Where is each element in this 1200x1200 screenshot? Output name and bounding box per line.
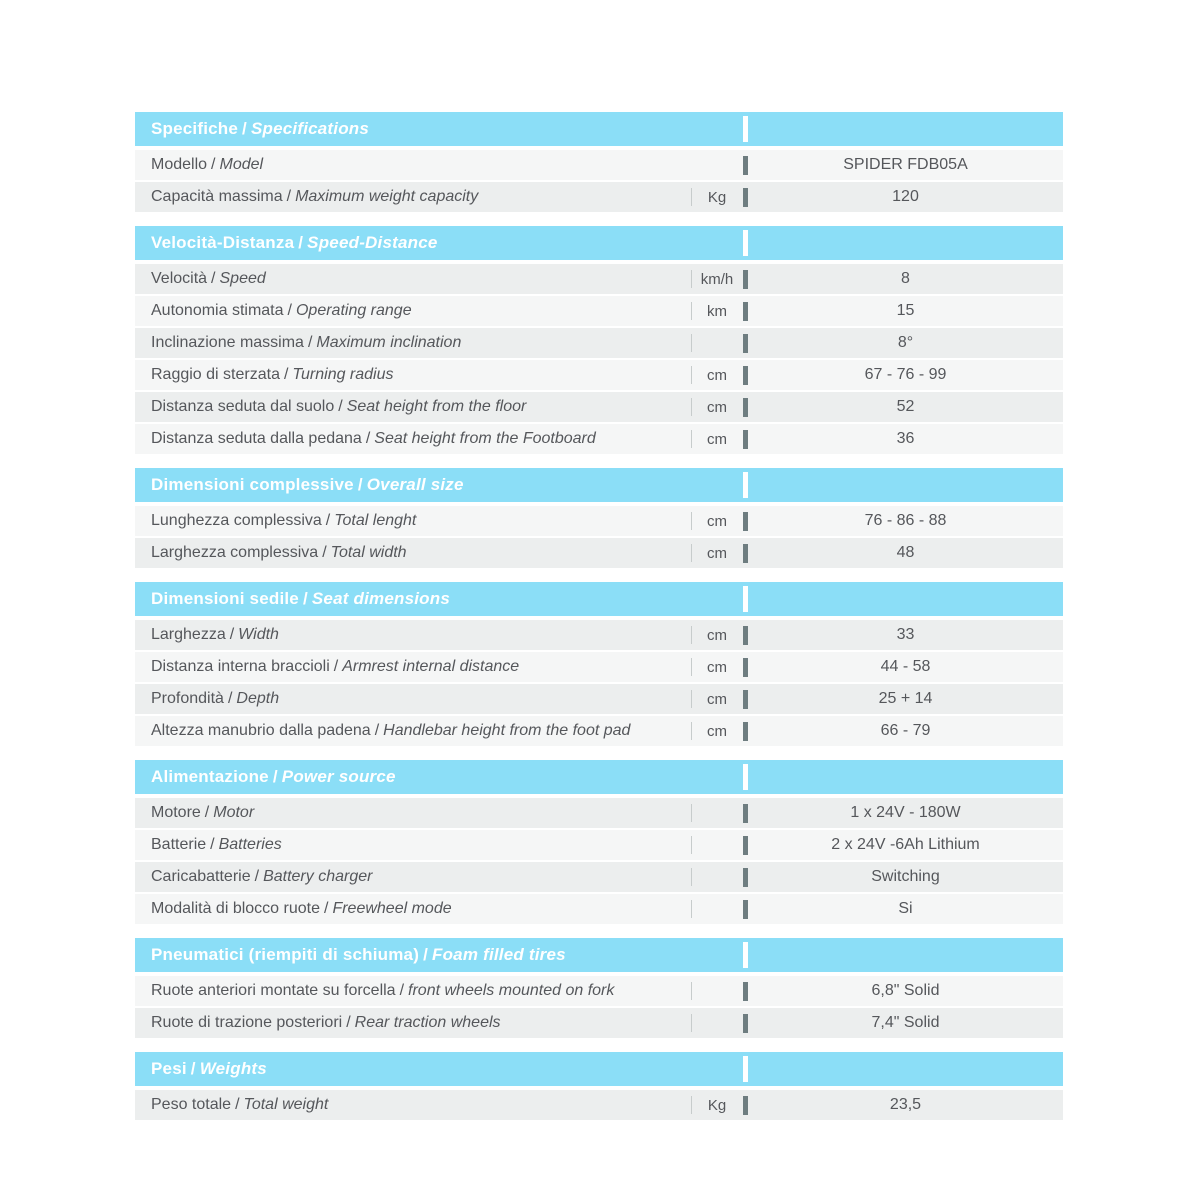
section-title [135, 233, 742, 253]
section-title-italian: Velocità-Distanza [151, 233, 295, 252]
unit-separator-line [691, 900, 692, 918]
row-label-english: Seat height from the Footboard [374, 430, 596, 447]
row-label-english: Total weight [243, 1096, 329, 1113]
table-row [135, 1008, 1063, 1038]
white-divider-bar [743, 586, 748, 612]
title-separator: / [190, 1059, 196, 1078]
row-unit: km [707, 302, 727, 320]
white-divider-bar [743, 116, 748, 142]
table-row [135, 684, 1063, 714]
row-unit: cm [707, 626, 727, 644]
row-value: 48 [896, 544, 915, 561]
row-value: 52 [896, 398, 915, 415]
row-value: 8° [897, 334, 914, 351]
label-separator: / [283, 366, 289, 383]
label-separator: / [211, 156, 216, 173]
section-title-english: Power source [281, 767, 396, 786]
row-value: Si [898, 900, 913, 917]
row-value: 1 x 24V - 180W [850, 804, 961, 821]
title-separator: / [302, 589, 308, 608]
row-unit: cm [707, 658, 727, 676]
spec-section [135, 760, 1063, 924]
row-label [135, 690, 691, 708]
section-title-english: Foam filled tires [432, 945, 566, 964]
white-divider-bar [743, 230, 748, 256]
row-unit: Kg [707, 188, 727, 206]
row-label-italian: Altezza manubrio dalla padena [151, 722, 371, 739]
section-title-english: Specifications [250, 119, 370, 138]
row-label-italian: Lunghezza complessiva [151, 512, 322, 529]
row-label-english: Motor [213, 804, 255, 821]
row-label-italian: Caricabatterie [151, 868, 251, 885]
dark-divider-bar [743, 512, 748, 531]
label-separator: / [227, 690, 233, 707]
row-label [135, 430, 691, 448]
header-bar-cell [742, 112, 748, 146]
row-label [135, 302, 691, 320]
unit-separator-line [691, 836, 692, 854]
header-bar-cell [742, 760, 748, 794]
dark-divider-bar [743, 188, 748, 207]
dark-divider-bar [743, 868, 748, 887]
row-label [135, 188, 691, 206]
row-label-italian: Larghezza [151, 626, 226, 643]
table-row [135, 798, 1063, 828]
table-row [135, 652, 1063, 682]
row-value: 25 + 14 [878, 690, 933, 707]
label-separator: / [333, 658, 339, 675]
row-label-english: Depth [236, 690, 280, 707]
section-header [135, 1052, 1063, 1086]
row-label [135, 512, 691, 530]
row-unit: cm [707, 398, 727, 416]
unit-separator-line [691, 804, 692, 822]
row-label-english: Rear traction wheels [354, 1014, 501, 1031]
white-divider-bar [743, 942, 748, 968]
label-separator: / [399, 982, 405, 999]
dark-divider-bar [743, 690, 748, 709]
section-title [135, 1059, 742, 1079]
dark-divider-bar [743, 900, 748, 919]
row-value: Switching [871, 868, 940, 885]
row-label-english: Battery charger [263, 868, 373, 885]
row-label [135, 658, 691, 676]
table-row [135, 296, 1063, 326]
row-label [135, 544, 691, 562]
row-label-italian: Modello [151, 156, 208, 173]
row-label [135, 982, 691, 1000]
row-label [135, 1096, 691, 1114]
table-row [135, 182, 1063, 212]
section-title [135, 589, 742, 609]
row-value: 67 - 76 - 99 [864, 366, 947, 383]
row-label-english: Batteries [218, 836, 282, 853]
row-label-english: Handlebar height from the foot pad [383, 722, 631, 739]
table-row [135, 538, 1063, 568]
white-divider-bar [743, 1056, 748, 1082]
section-header [135, 760, 1063, 794]
row-label-italian: Autonomia stimata [151, 302, 284, 319]
title-separator: / [357, 475, 363, 494]
label-separator: / [254, 868, 260, 885]
dark-divider-bar [743, 626, 748, 645]
label-separator: / [287, 302, 292, 319]
row-label [135, 366, 691, 384]
spec-section [135, 112, 1063, 212]
row-unit: cm [707, 722, 727, 740]
row-label-english: Speed [219, 270, 266, 287]
label-separator: / [210, 836, 215, 853]
row-unit: km/h [700, 270, 734, 288]
header-bar-cell [742, 938, 748, 972]
white-divider-bar [743, 472, 748, 498]
unit-separator-line [691, 334, 692, 352]
dark-divider-bar [743, 1014, 748, 1033]
dark-divider-bar [743, 398, 748, 417]
unit-separator-line [691, 868, 692, 886]
row-label-english: Freewheel mode [332, 900, 452, 917]
row-label [135, 1014, 691, 1032]
section-header [135, 582, 1063, 616]
row-value: 44 - 58 [880, 658, 931, 675]
row-label-italian: Capacità massima [151, 188, 283, 205]
row-label-italian: Raggio di sterzata [151, 366, 280, 383]
table-row [135, 392, 1063, 422]
spec-table [135, 112, 1063, 1120]
row-label-italian: Velocità [151, 270, 208, 287]
spec-section [135, 468, 1063, 568]
section-title [135, 119, 742, 139]
row-unit: Kg [707, 1096, 727, 1114]
row-value: 23,5 [889, 1096, 922, 1113]
section-title-english: Seat dimensions [311, 589, 450, 608]
section-header [135, 468, 1063, 502]
table-row [135, 264, 1063, 294]
row-label-italian: Ruote anteriori montate su forcella [151, 982, 396, 999]
row-value: 6,8" Solid [871, 982, 940, 999]
row-label [135, 270, 691, 288]
dark-divider-bar [743, 982, 748, 1001]
row-label [135, 722, 691, 740]
dark-divider-bar [743, 722, 748, 741]
row-label-english: Turning radius [292, 366, 394, 383]
section-title [135, 767, 742, 787]
label-separator: / [325, 512, 331, 529]
table-row [135, 976, 1063, 1006]
table-row [135, 360, 1063, 390]
white-divider-bar [743, 764, 748, 790]
row-label [135, 334, 691, 352]
label-separator: / [235, 1096, 240, 1113]
title-separator: / [272, 767, 278, 786]
dark-divider-bar [743, 302, 748, 321]
section-title-english: Speed-Distance [307, 233, 438, 252]
row-label-english: Maximum weight capacity [295, 188, 479, 205]
title-separator: / [423, 945, 429, 964]
table-row [135, 424, 1063, 454]
table-row [135, 830, 1063, 860]
row-unit: cm [707, 430, 727, 448]
row-unit: cm [707, 544, 727, 562]
table-row [135, 620, 1063, 650]
header-bar-cell [742, 1052, 748, 1086]
section-title-italian: Alimentazione [151, 767, 269, 786]
row-label [135, 626, 691, 644]
section-header [135, 938, 1063, 972]
section-title-italian: Specifiche [151, 119, 239, 138]
row-label-english: Seat height from the floor [346, 398, 527, 415]
table-row [135, 328, 1063, 358]
spec-section [135, 582, 1063, 746]
dark-divider-bar [743, 270, 748, 289]
label-separator: / [211, 270, 216, 287]
label-separator: / [204, 804, 210, 821]
label-separator: / [229, 626, 235, 643]
row-label-italian: Peso totale [151, 1096, 232, 1113]
header-bar-cell [742, 226, 748, 260]
spec-section [135, 938, 1063, 1038]
label-separator: / [323, 900, 329, 917]
row-label-english: Operating range [295, 302, 412, 319]
table-row [135, 506, 1063, 536]
section-title-english: Overall size [366, 475, 464, 494]
section-title-italian: Pesi [151, 1059, 187, 1078]
section-title [135, 945, 742, 965]
row-label [135, 804, 691, 822]
row-value: 120 [892, 188, 919, 205]
title-separator: / [242, 119, 247, 138]
dark-divider-bar [743, 366, 748, 385]
row-label-english: front wheels mounted on fork [408, 982, 615, 999]
row-value: 76 - 86 - 88 [864, 512, 947, 529]
row-label [135, 900, 691, 918]
section-header [135, 112, 1063, 146]
row-value: 33 [896, 626, 915, 643]
header-bar-cell [742, 582, 748, 616]
row-label-english: Maximum inclination [316, 334, 462, 351]
row-label-italian: Motore [151, 804, 201, 821]
section-title [135, 475, 742, 495]
row-label [135, 836, 691, 854]
dark-divider-bar [743, 544, 748, 563]
dark-divider-bar [743, 156, 748, 175]
row-label-italian: Larghezza complessiva [151, 544, 319, 561]
row-value: 36 [896, 430, 915, 447]
row-label-italian: Distanza interna braccioli [151, 658, 330, 675]
row-label-italian: Modalità di blocco ruote [151, 900, 320, 917]
label-separator: / [374, 722, 380, 739]
spec-section [135, 226, 1063, 454]
dark-divider-bar [743, 836, 748, 855]
section-title-italian: Dimensioni sedile [151, 589, 299, 608]
row-label-italian: Batterie [151, 836, 207, 853]
section-title-english: Weights [199, 1059, 267, 1078]
dark-divider-bar [743, 658, 748, 677]
section-header [135, 226, 1063, 260]
section-title-italian: Pneumatici (riempiti di schiuma) [151, 945, 420, 964]
section-title-italian: Dimensioni complessive [151, 475, 354, 494]
row-label [135, 156, 691, 174]
table-row [135, 894, 1063, 924]
row-label-italian: Profondità [151, 690, 224, 707]
label-separator: / [307, 334, 313, 351]
dark-divider-bar [743, 334, 748, 353]
row-label-italian: Ruote di trazione posteriori [151, 1014, 343, 1031]
row-label-italian: Inclinazione massima [151, 334, 304, 351]
row-label-english: Model [219, 156, 264, 173]
row-label-italian: Distanza seduta dalla pedana [151, 430, 362, 447]
row-value: 7,4" Solid [871, 1014, 940, 1031]
dark-divider-bar [743, 804, 748, 823]
table-row [135, 1090, 1063, 1120]
table-row [135, 716, 1063, 746]
row-unit: cm [707, 366, 727, 384]
unit-separator-line [691, 982, 692, 1000]
table-row [135, 150, 1063, 180]
label-separator: / [322, 544, 327, 561]
row-label [135, 398, 691, 416]
row-label-english: Width [238, 626, 279, 643]
row-label-italian: Distanza seduta dal suolo [151, 398, 335, 415]
row-label [135, 868, 691, 886]
row-value: 8 [901, 270, 910, 287]
spec-section [135, 1052, 1063, 1120]
row-unit: cm [707, 690, 727, 708]
table-row [135, 862, 1063, 892]
title-separator: / [298, 233, 304, 252]
row-value: 66 - 79 [880, 722, 931, 739]
dark-divider-bar [743, 1096, 748, 1115]
label-separator: / [286, 188, 292, 205]
row-unit: cm [707, 512, 727, 530]
row-label-english: Armrest internal distance [342, 658, 520, 675]
header-bar-cell [742, 468, 748, 502]
row-label-english: Total lenght [334, 512, 417, 529]
label-separator: / [338, 398, 343, 415]
unit-separator-line [691, 1014, 692, 1032]
label-separator: / [346, 1014, 351, 1031]
label-separator: / [365, 430, 371, 447]
row-value: 2 x 24V -6Ah Lithium [831, 836, 980, 853]
row-value: SPIDER FDB05A [843, 156, 968, 173]
row-label-english: Total width [330, 544, 407, 561]
row-value: 15 [896, 302, 915, 319]
dark-divider-bar [743, 430, 748, 449]
